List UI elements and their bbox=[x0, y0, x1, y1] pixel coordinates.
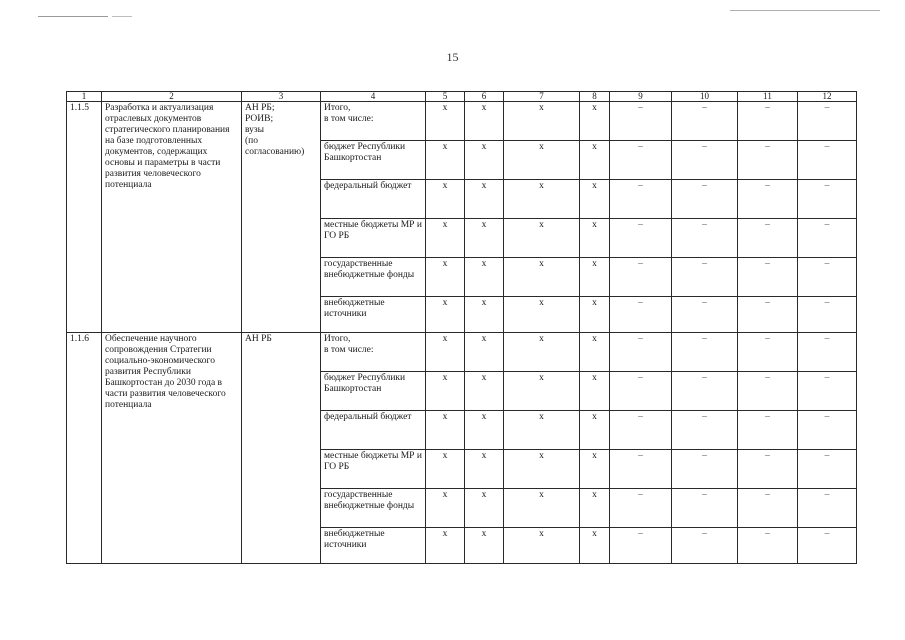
column-header: 1 bbox=[67, 92, 102, 102]
value-cell: x bbox=[465, 450, 504, 489]
value-cell: x bbox=[580, 102, 610, 141]
value-cell: x bbox=[504, 180, 580, 219]
value-cell: – bbox=[672, 333, 738, 372]
value-cell: x bbox=[426, 411, 465, 450]
value-cell: – bbox=[798, 258, 857, 297]
value-cell: – bbox=[738, 141, 798, 180]
budget-table bbox=[66, 91, 857, 564]
value-cell: x bbox=[504, 141, 580, 180]
value-cell: – bbox=[672, 372, 738, 411]
value-cell: x bbox=[580, 411, 610, 450]
value-cell: – bbox=[738, 450, 798, 489]
value-cell: x bbox=[504, 489, 580, 528]
value-cell: x bbox=[426, 528, 465, 564]
value-cell: – bbox=[672, 297, 738, 333]
value-cell: x bbox=[580, 489, 610, 528]
value-cell: x bbox=[426, 333, 465, 372]
column-header: 8 bbox=[580, 92, 610, 102]
value-cell: – bbox=[672, 141, 738, 180]
value-cell: – bbox=[798, 141, 857, 180]
value-cell: – bbox=[798, 450, 857, 489]
scan-artifact-top-left bbox=[38, 16, 108, 17]
value-cell: – bbox=[738, 411, 798, 450]
table-header-row bbox=[67, 92, 857, 102]
column-header: 11 bbox=[738, 92, 798, 102]
value-cell: x bbox=[580, 333, 610, 372]
value-cell: – bbox=[738, 372, 798, 411]
value-cell: – bbox=[798, 528, 857, 564]
value-cell: – bbox=[798, 180, 857, 219]
table-row bbox=[67, 333, 857, 372]
value-cell: x bbox=[504, 297, 580, 333]
value-cell: – bbox=[738, 489, 798, 528]
value-cell: – bbox=[672, 411, 738, 450]
column-header: 3 bbox=[242, 92, 321, 102]
value-cell: – bbox=[672, 102, 738, 141]
value-cell: x bbox=[465, 528, 504, 564]
value-cell: – bbox=[672, 258, 738, 297]
value-cell: x bbox=[465, 219, 504, 258]
value-cell: – bbox=[610, 528, 672, 564]
value-cell: x bbox=[465, 297, 504, 333]
value-cell: – bbox=[610, 219, 672, 258]
value-cell: – bbox=[672, 489, 738, 528]
value-cell: x bbox=[580, 372, 610, 411]
value-cell: x bbox=[504, 372, 580, 411]
value-cell: x bbox=[580, 219, 610, 258]
value-cell: x bbox=[580, 297, 610, 333]
column-header: 9 bbox=[610, 92, 672, 102]
funding-source: федеральный бюджет bbox=[321, 180, 426, 219]
table-row bbox=[67, 102, 857, 141]
column-header: 10 bbox=[672, 92, 738, 102]
value-cell: – bbox=[610, 180, 672, 219]
value-cell: – bbox=[738, 102, 798, 141]
funding-source: бюджет Республики Башкортостан bbox=[321, 372, 426, 411]
funding-source: местные бюджеты МР и ГО РБ bbox=[321, 219, 426, 258]
column-header: 2 bbox=[102, 92, 242, 102]
value-cell: – bbox=[610, 141, 672, 180]
value-cell: – bbox=[798, 297, 857, 333]
value-cell: – bbox=[738, 258, 798, 297]
measure-executor: АН РБ; РОИВ; вузы (по согласованию) bbox=[242, 102, 321, 333]
value-cell: – bbox=[610, 258, 672, 297]
funding-source: федеральный бюджет bbox=[321, 411, 426, 450]
value-cell: – bbox=[798, 102, 857, 141]
funding-source: бюджет Республики Башкортостан bbox=[321, 141, 426, 180]
value-cell: x bbox=[426, 450, 465, 489]
value-cell: x bbox=[580, 258, 610, 297]
scan-artifact-top-left-2 bbox=[112, 16, 132, 17]
value-cell: x bbox=[426, 219, 465, 258]
value-cell: – bbox=[798, 411, 857, 450]
measure-executor: АН РБ bbox=[242, 333, 321, 564]
value-cell: x bbox=[504, 333, 580, 372]
value-cell: – bbox=[672, 180, 738, 219]
measure-code: 1.1.5 bbox=[67, 102, 102, 333]
column-header: 5 bbox=[426, 92, 465, 102]
value-cell: – bbox=[610, 102, 672, 141]
value-cell: x bbox=[426, 180, 465, 219]
funding-source: внебюджетные источники bbox=[321, 297, 426, 333]
value-cell: – bbox=[672, 450, 738, 489]
value-cell: – bbox=[738, 528, 798, 564]
value-cell: – bbox=[610, 333, 672, 372]
measure-name: Разработка и актуализация отраслевых документов стратегического планирования на базе подготовленных документов, содержащих основы и параметры в части развития человеческого потенциала bbox=[102, 102, 242, 333]
value-cell: x bbox=[580, 141, 610, 180]
value-cell: x bbox=[426, 258, 465, 297]
column-header: 12 bbox=[798, 92, 857, 102]
value-cell: – bbox=[798, 489, 857, 528]
value-cell: – bbox=[610, 297, 672, 333]
value-cell: x bbox=[426, 489, 465, 528]
value-cell: x bbox=[465, 102, 504, 141]
value-cell: – bbox=[738, 219, 798, 258]
value-cell: – bbox=[738, 333, 798, 372]
value-cell: – bbox=[610, 372, 672, 411]
value-cell: x bbox=[465, 372, 504, 411]
value-cell: – bbox=[798, 333, 857, 372]
measure-name: Обеспечение научного сопровождения Стратегии социально-экономического развития Республики Башкортостан до 2030 года в части развития человеческого потенциала bbox=[102, 333, 242, 564]
funding-source: Итого, в том числе: bbox=[321, 333, 426, 372]
column-header: 4 bbox=[321, 92, 426, 102]
value-cell: x bbox=[465, 489, 504, 528]
value-cell: – bbox=[610, 450, 672, 489]
value-cell: x bbox=[504, 411, 580, 450]
funding-source: государственные внебюджетные фонды bbox=[321, 258, 426, 297]
value-cell: x bbox=[465, 411, 504, 450]
value-cell: x bbox=[426, 141, 465, 180]
value-cell: x bbox=[504, 258, 580, 297]
value-cell: x bbox=[465, 180, 504, 219]
value-cell: x bbox=[426, 372, 465, 411]
value-cell: – bbox=[610, 411, 672, 450]
value-cell: – bbox=[798, 219, 857, 258]
value-cell: – bbox=[738, 297, 798, 333]
funding-source: местные бюджеты МР и ГО РБ bbox=[321, 450, 426, 489]
value-cell: x bbox=[504, 102, 580, 141]
value-cell: x bbox=[504, 528, 580, 564]
value-cell: x bbox=[504, 219, 580, 258]
column-header: 7 bbox=[504, 92, 580, 102]
value-cell: – bbox=[610, 489, 672, 528]
value-cell: – bbox=[738, 180, 798, 219]
value-cell: – bbox=[672, 528, 738, 564]
value-cell: x bbox=[465, 141, 504, 180]
scan-artifact-top-right bbox=[730, 10, 880, 11]
funding-source: внебюджетные источники bbox=[321, 528, 426, 564]
value-cell: x bbox=[580, 528, 610, 564]
value-cell: x bbox=[504, 450, 580, 489]
value-cell: – bbox=[798, 372, 857, 411]
value-cell: x bbox=[426, 102, 465, 141]
value-cell: x bbox=[580, 180, 610, 219]
measure-code: 1.1.6 bbox=[67, 333, 102, 564]
funding-source: государственные внебюджетные фонды bbox=[321, 489, 426, 528]
value-cell: x bbox=[465, 333, 504, 372]
value-cell: – bbox=[672, 219, 738, 258]
value-cell: x bbox=[580, 450, 610, 489]
column-header: 6 bbox=[465, 92, 504, 102]
page-number: 15 bbox=[446, 50, 459, 64]
value-cell: x bbox=[426, 297, 465, 333]
value-cell: x bbox=[465, 258, 504, 297]
funding-source: Итого, в том числе: bbox=[321, 102, 426, 141]
